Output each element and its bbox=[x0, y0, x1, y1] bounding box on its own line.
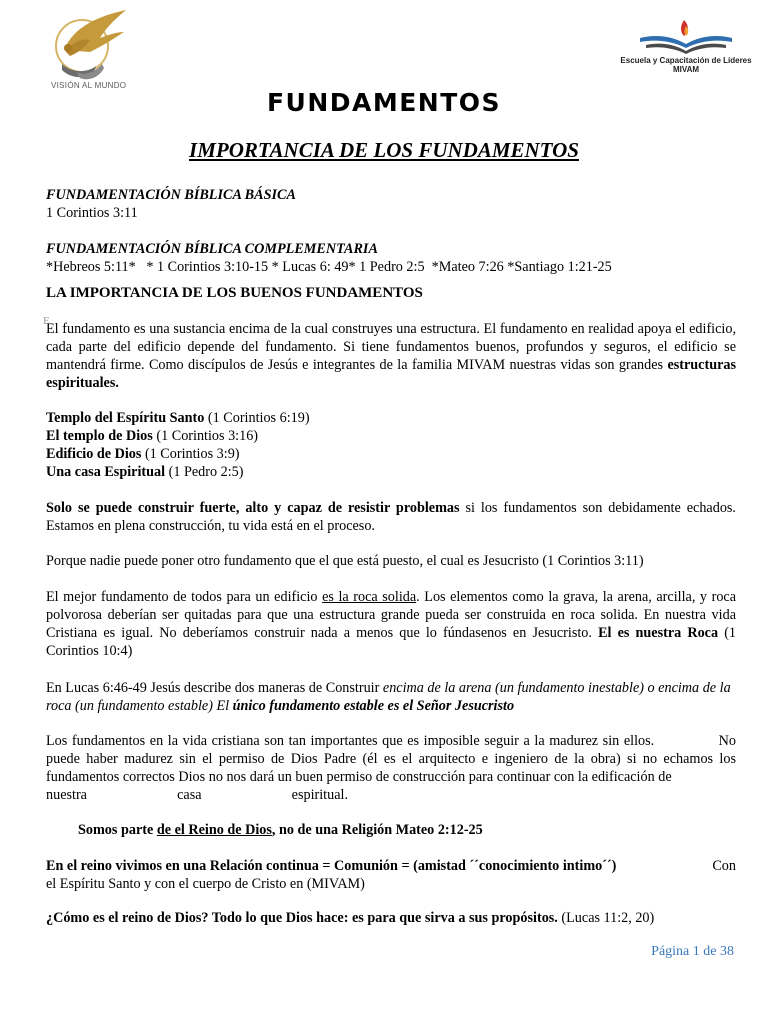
temple-item-ref: (1 Corintios 3:9) bbox=[141, 446, 240, 462]
miva-school-logo bbox=[636, 14, 736, 58]
section-basic-heading: FUNDAMENTACIÓN BÍBLICA BÁSICA bbox=[46, 187, 296, 203]
section-complementary-heading: FUNDAMENTACIÓN BÍBLICA COMPLEMENTARIA bbox=[46, 241, 378, 257]
paragraph-relationship bbox=[46, 857, 736, 893]
paragraph-solid-rock bbox=[46, 588, 736, 660]
right-logo-line2: MIVAM bbox=[672, 65, 700, 74]
paragraph-solid-rock-text1: El mejor fundamento de todos para un edificio bbox=[46, 589, 323, 605]
temple-item bbox=[46, 463, 736, 481]
paragraph-luke-text: En Lucas 6:46-49 Jesús describe dos maneras de Construir bbox=[46, 680, 383, 696]
paragraph-kingdom-question bbox=[46, 909, 736, 927]
paragraph-kingdom-question-bold: ¿Cómo es el reino de Dios? Todo lo que Dios hace: es para que sirva a sus propósitos. bbox=[46, 910, 558, 926]
vision-al-mundo-logo bbox=[44, 6, 134, 92]
paragraph-maturity-word: nuestra bbox=[46, 787, 87, 803]
right-logo-caption bbox=[616, 56, 756, 74]
paragraph-maturity-word: casa bbox=[177, 787, 202, 803]
page-number: Página 1 de 38 bbox=[651, 944, 734, 959]
paragraph-no-other-foundation: Porque nadie puede poner otro fundamento que el que está puesto, el cual es Jesucristo (1 Corintios 3:11) bbox=[46, 553, 644, 569]
margin-mark: E bbox=[43, 315, 50, 327]
right-logo-line1: Escuela y Capacitación de Líderes bbox=[620, 56, 752, 65]
paragraph-relationship-line2: el Espíritu Santo y con el cuerpo de Cristo en (MIVAM) bbox=[46, 876, 365, 892]
paragraph-solid-rock-underline: es la roca solida bbox=[322, 589, 417, 605]
paragraph-luke-italic: encima de la arena (un fundamento inestable) o encima de la roca (un fundamento estable) El bbox=[46, 680, 731, 714]
paragraph-build-strong-text: si los fundamentos son debidamente echados. Estamos en plena construcción, tu vida está en el proceso. bbox=[46, 500, 736, 534]
section-complementary-refs: *Hebreos 5:11* * 1 Corintios 3:10-15 * Lucas 6: 49* 1 Pedro 2:5 *Mateo 7:26 *Santiago 1:21-25 bbox=[46, 259, 612, 275]
paragraph-foundation-bold: estructuras espirituales. bbox=[46, 357, 736, 391]
paragraph-maturity-last-line bbox=[46, 786, 348, 804]
temple-item bbox=[46, 445, 736, 463]
paragraph-solid-rock-text2: . Los elementos como la grava, la arena, arcilla, y roca polvorosa deberían ser quitadas para que una estructura grande pueda ser construida en roca solida. En nuestra vida Cristiana es igual. No deberíamos construir nada a menos que lo fúndasenos en Jesucristo. bbox=[46, 589, 737, 641]
temple-item bbox=[46, 409, 736, 427]
paragraph-kingdom-question-ref: (Lucas 11:2, 20) bbox=[557, 910, 655, 926]
temple-item-title: Templo del Espíritu Santo bbox=[46, 410, 205, 426]
paragraph-luke-bold-italic: único fundamento estable es el Señor Jesucristo bbox=[232, 698, 515, 714]
paragraph-kingdom bbox=[78, 821, 736, 839]
section-basic-ref: 1 Corintios 3:11 bbox=[46, 205, 138, 221]
page-title: FUNDAMENTOS bbox=[266, 88, 502, 117]
paragraph-foundation bbox=[46, 320, 736, 392]
page-subtitle: IMPORTANCIA DE LOS FUNDAMENTOS bbox=[189, 138, 579, 162]
temple-item-title: Una casa Espiritual bbox=[46, 464, 166, 480]
paragraph-solid-rock-text3: (1 Corintios 10:4) bbox=[46, 625, 737, 659]
paragraph-luke bbox=[46, 679, 736, 715]
paragraph-relationship-bold: En el reino vivimos en una Relación continua = Comunión = (amistad ´´conocimiento intimo´´) bbox=[46, 858, 617, 874]
paragraph-build-strong-bold: Solo se puede construir fuerte, alto y capaz de resistir problemas bbox=[46, 500, 460, 516]
paragraph-maturity-text: Los fundamentos en la vida cristiana son tan importantes que es imposible seguir a la madurez sin ellos. No puede haber madurez sin el permiso de Dios Padre (él es el arquitecto e ingeniero de la obra) si no echamos los fundamentos correctos Dios no nos dará un buen permiso de construcción para continuar con la edificación de bbox=[46, 733, 740, 785]
paragraph-kingdom-underline: de el Reino de Dios bbox=[156, 822, 272, 838]
paragraph-relationship-line1 bbox=[46, 857, 736, 875]
paragraph-solid-rock-bold: El es nuestra Roca bbox=[598, 625, 719, 641]
paragraph-kingdom-text1: Somos parte bbox=[78, 822, 157, 838]
left-logo-caption: VISIÓN AL MUNDO bbox=[51, 81, 127, 90]
paragraph-build-strong bbox=[46, 499, 736, 535]
paragraph-kingdom-text2: , no de una Religión Mateo 2:12-25 bbox=[271, 822, 483, 838]
temple-item-ref: (1 Corintios 3:16) bbox=[152, 428, 259, 444]
temple-list bbox=[46, 409, 736, 481]
section-basic bbox=[46, 186, 736, 222]
temple-item-ref: (1 Corintios 6:19) bbox=[204, 410, 310, 426]
paragraph-maturity bbox=[46, 732, 740, 804]
paragraph-relationship-end: Con bbox=[712, 858, 736, 874]
paragraph-maturity-word: espiritual. bbox=[291, 787, 348, 803]
section-complementary bbox=[46, 240, 736, 276]
temple-item-ref: (1 Pedro 2:5) bbox=[165, 464, 244, 480]
temple-item-title: Edificio de Dios bbox=[46, 446, 142, 462]
temple-item bbox=[46, 427, 736, 445]
temple-item-title: El templo de Dios bbox=[46, 428, 153, 444]
section-importance-heading: LA IMPORTANCIA DE LOS BUENOS FUNDAMENTOS bbox=[46, 285, 423, 301]
paragraph-foundation-text: El fundamento es una sustancia encima de la cual construyes una estructura. El fundamento en realidad apoya el edificio, cada parte del edificio depende del fundamento. Si tiene fundamentos buenos, profundos y seguros, el edificio se mantendrá firme. Como discípulos de Jesús e integrantes de la familia MIVAM nuestras vidas son grandes bbox=[46, 321, 736, 373]
